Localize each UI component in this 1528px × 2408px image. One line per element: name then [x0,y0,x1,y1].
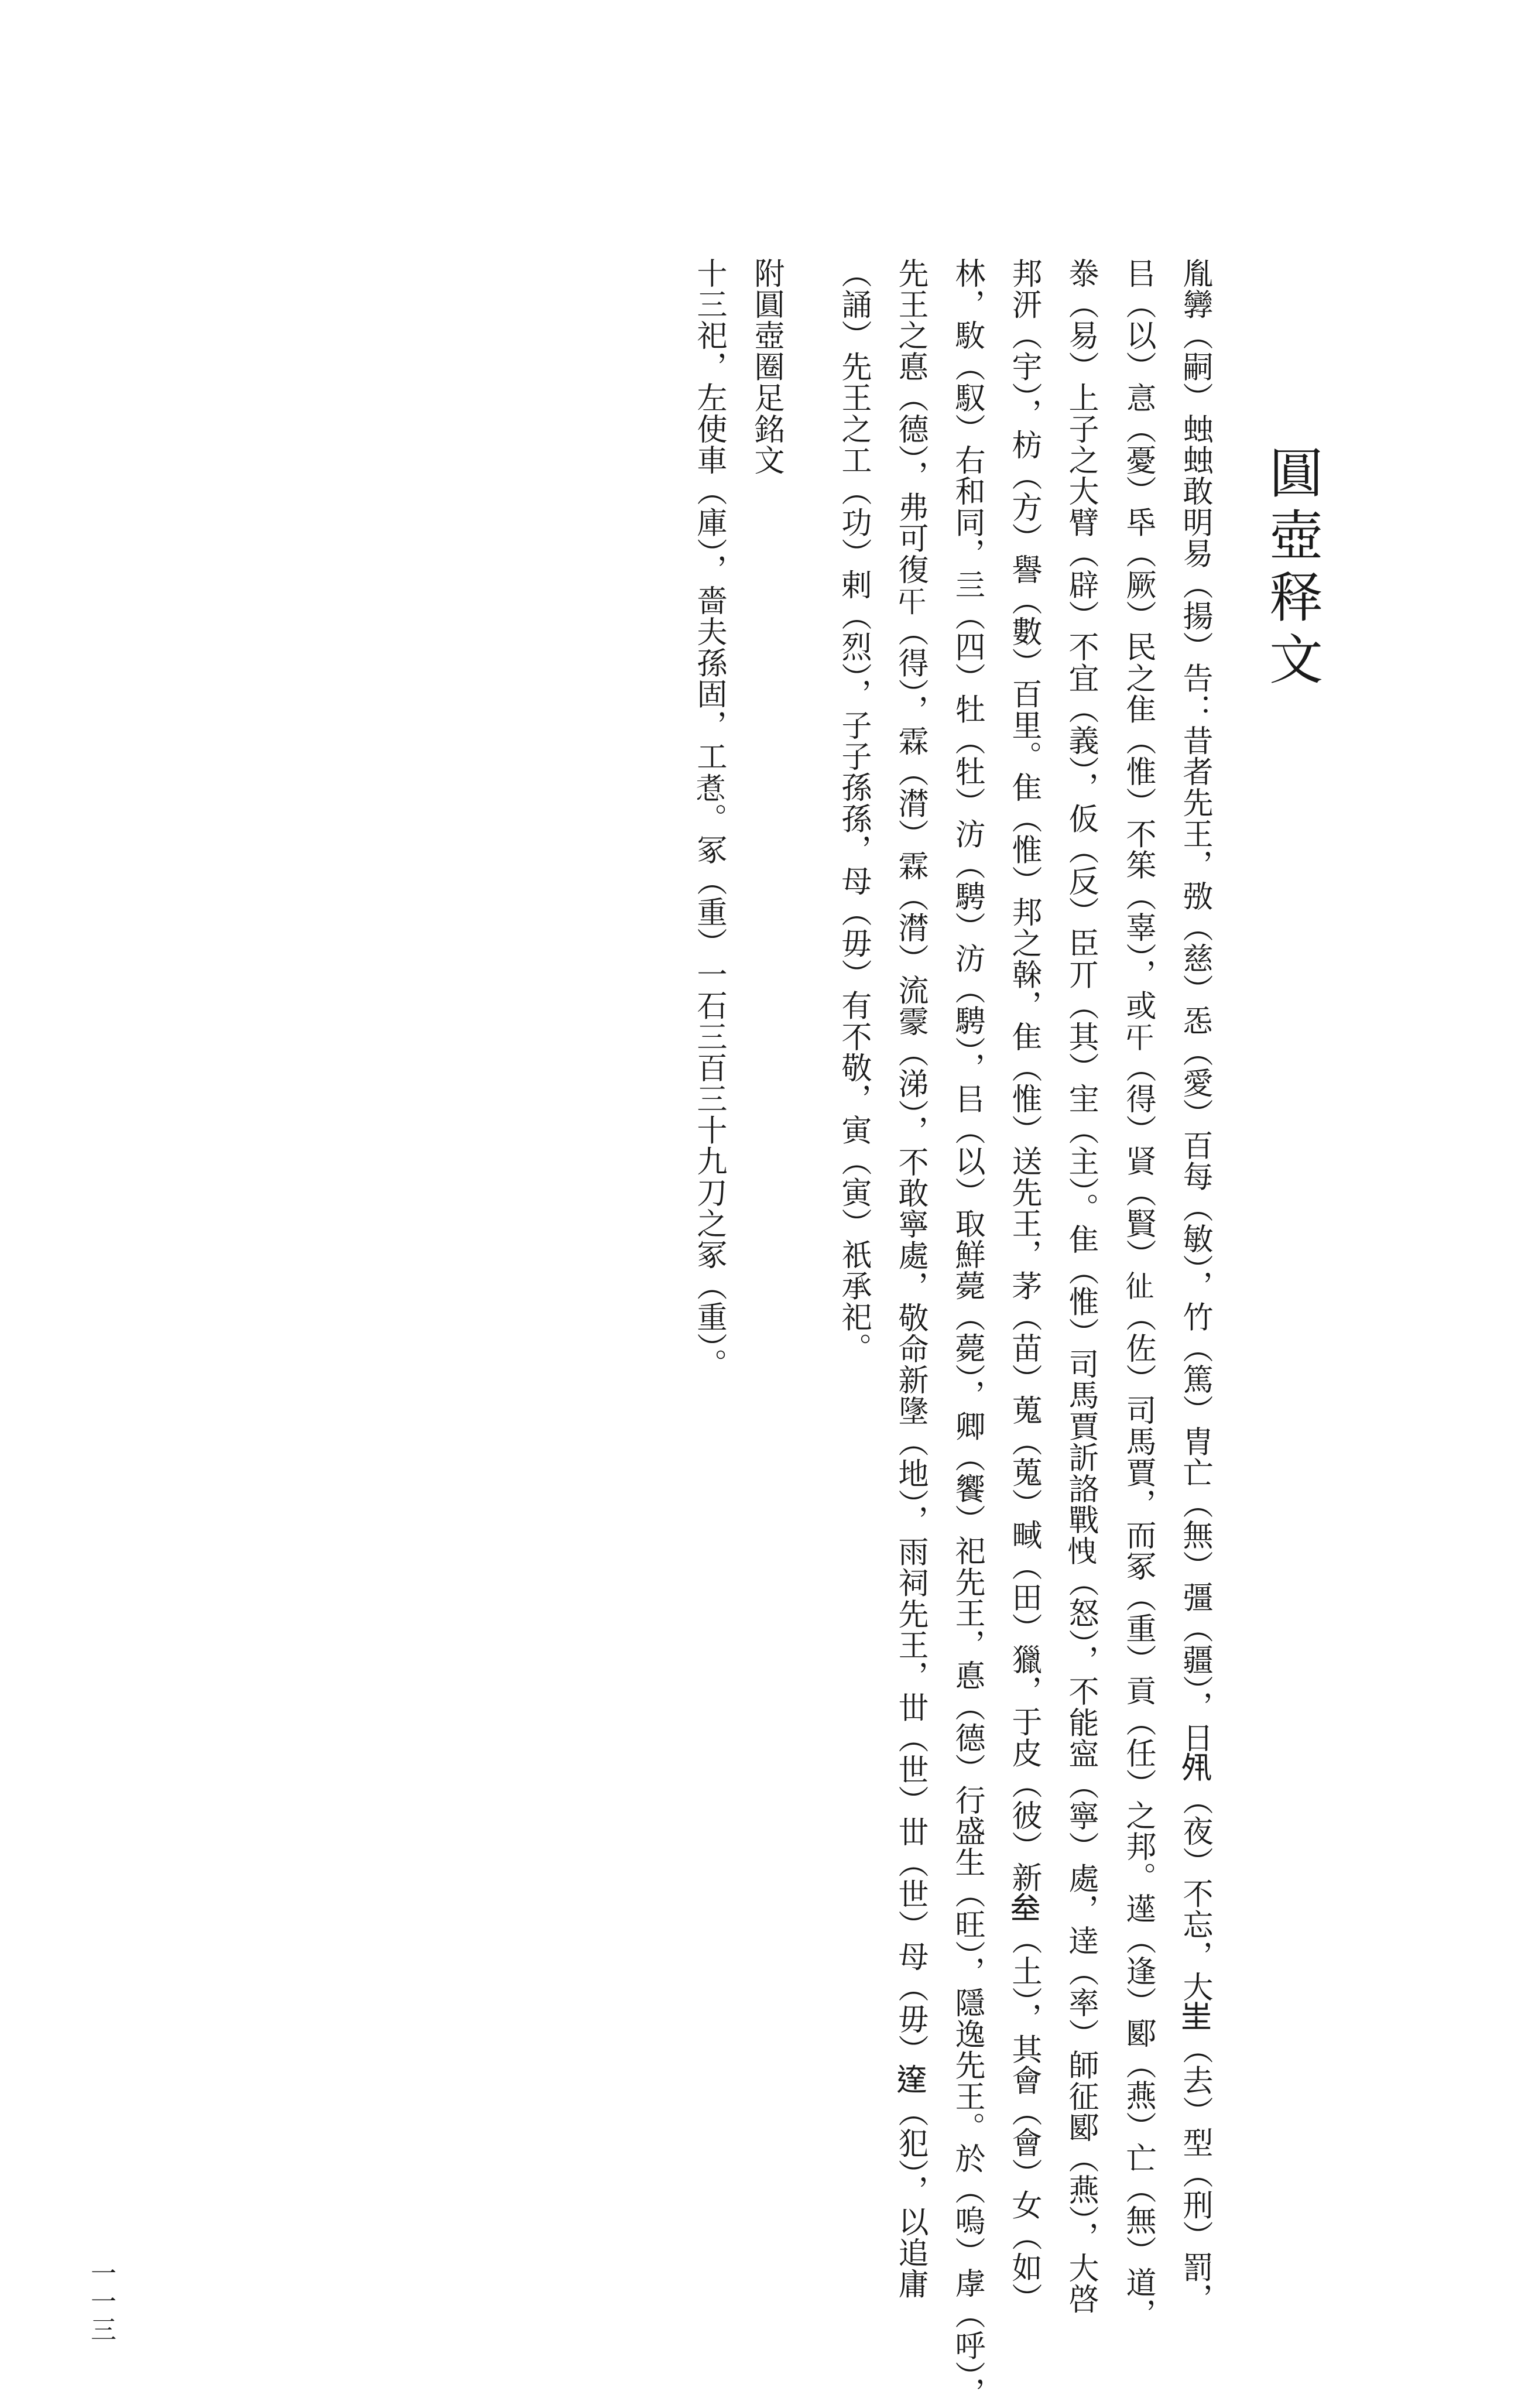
text-line-5: 林，駇（馭）右和同，亖（四）牡（牡）汸（騁）汸（騁），㠯（以）取鮮薨（薨），卿（饗）祀先王，悳（德）行盛生（旺），隱逸先王。於（嗚）虖（呼）， [950,258,985,2408]
text-line-1: 胤㝈（嗣）䖵䖵敢明易（揚）告：昔者先王，㢸（慈）㤅（愛）百每（敏），竹（篤）胄亡（無）彊（疆），日𡖊（夜）不忘，大𡉚（去）型（刑）罰， [1177,258,1212,2314]
text-line-2: 㠯（以）悥（憂）氒（厥）民之隹（惟）不䇬（辜），或𡕒（得）䝨（賢）𢓊（佐）司馬賈，而冢（重）貢（任）之邦。遳（逢）郾（燕）亡（無）道， [1121,258,1156,2330]
page-title: 圓壺释文 [1260,445,1323,693]
appendix-title: 附圓壺圈足銘文 [749,258,784,476]
text-line-4: 邦汧（宇），枋（方）譽（數）百里。隹（惟）邦之榦，隹（惟）送先王，茅（苗）蒐（蒐）㽣（田）獵，于皮（彼）新𡊄（土），其會（會）女（如） [1006,258,1041,2314]
page-number: 一一三 [86,2260,116,2344]
appendix-inscription: 十三祀，左使車（庫），嗇夫孫固，工𢝬。冢（重）一石三百三十九刀之冢（重）。 [691,258,727,1380]
text-line-6: 先王之悳（德），弗可復𡕒（得），霖（潸）霖（潸）流霥（涕），不敢寧處，敬命新墬（地），雨祠先王，丗（世）丗（世）母（毋）𨔶（犯），以追庸 [893,258,928,2300]
text-line-3: 𣳾（易）上子之大臂（辟）不宜（義），仮（反）臣丌（其）宔（主）。隹（惟）司馬賈訢詻戰𢘽（怒），不能寍（寧）處，逹（率）師征郾（燕），大啓 [1063,258,1098,2315]
text-line-7: （誦）先王之工（功）剌（烈），子子孫孫，母（毋）有不敬，寅（寅）祇承祀。 [836,258,871,1364]
